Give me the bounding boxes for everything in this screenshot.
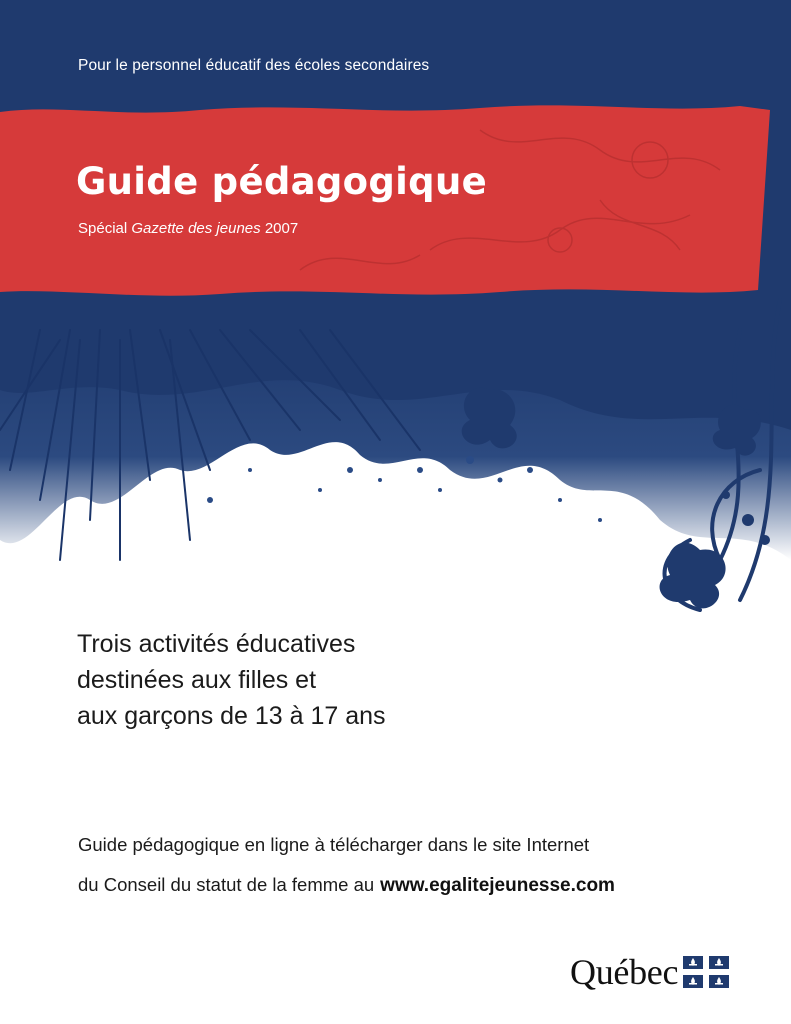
special-year: 2007 xyxy=(264,220,299,237)
website-link[interactable]: www.egalitejeunesse.com xyxy=(380,875,615,896)
online-guide-info xyxy=(78,825,615,906)
online-line-1: Guide pédagogique en ligne à télécharger dans le site Internet xyxy=(78,834,590,855)
page-title: Guide pédagogique xyxy=(76,160,487,203)
special-edition-line xyxy=(78,220,298,237)
activities-line: Trois activités éducatives xyxy=(77,630,356,658)
gazette-title: Gazette des jeunes xyxy=(131,220,261,237)
fleur-de-lis-flag-icon xyxy=(683,956,729,988)
quebec-logo xyxy=(570,951,729,993)
activities-line: aux garçons de 13 à 17 ans xyxy=(77,702,386,730)
activities-line: destinées aux filles et xyxy=(77,666,317,694)
quebec-logo-text: Québec xyxy=(570,952,679,992)
activities-description xyxy=(77,626,386,734)
audience-line: Pour le personnel éducatif des écoles secondaires xyxy=(78,57,430,74)
special-prefix: Spécial xyxy=(78,220,128,237)
online-line-2 xyxy=(78,865,615,906)
online-line-2-text: du Conseil du statut de la femme au xyxy=(78,874,375,895)
